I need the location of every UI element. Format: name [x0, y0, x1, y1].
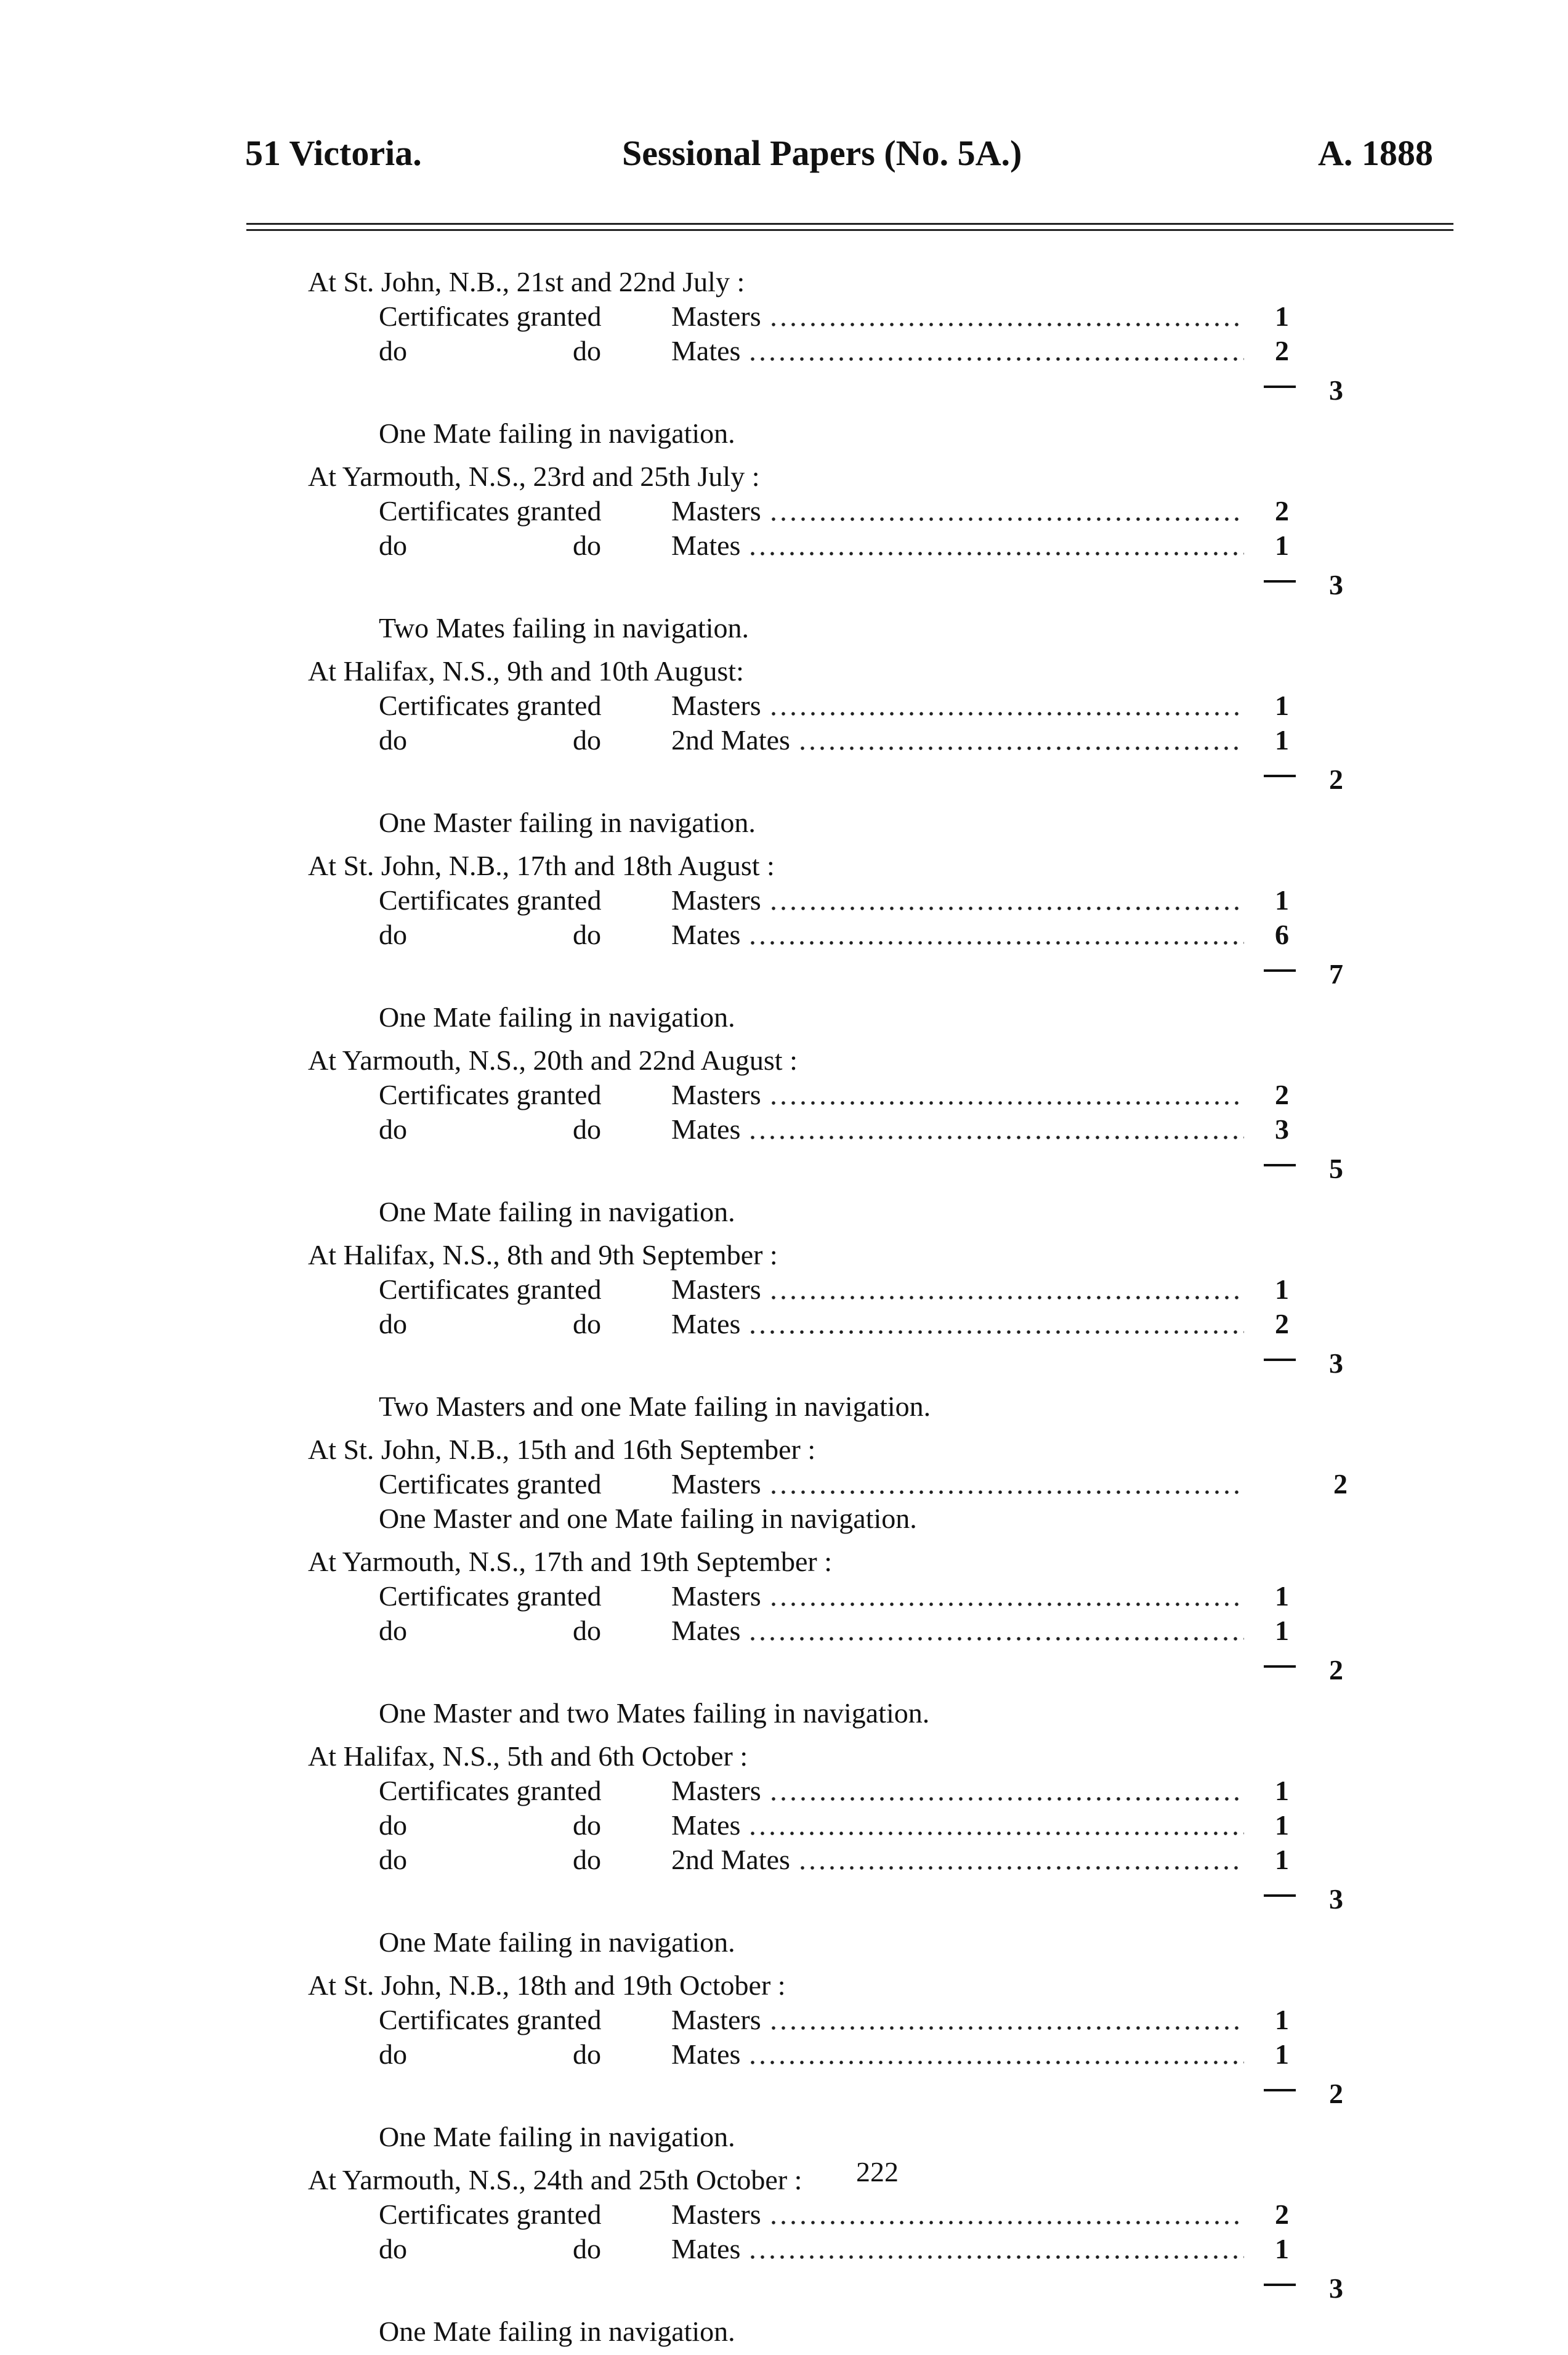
section-total: 7 — [1329, 958, 1343, 990]
subtotal-rule — [1264, 1164, 1296, 1166]
section-heading: At Yarmouth, N.S., 24th and 25th October : — [308, 2164, 802, 2195]
row-rank: Masters — [671, 2004, 761, 2035]
dot-leader — [769, 905, 1244, 911]
row-count: 2 — [1275, 1308, 1289, 1339]
row-qualifier: do — [379, 2038, 407, 2070]
section-heading: At Yarmouth, N.S., 23rd and 25th July : — [308, 461, 760, 492]
row-rank: Mates — [671, 1809, 741, 1841]
subtotal-rule — [1264, 1359, 1296, 1361]
section-total: 2 — [1329, 1654, 1343, 1686]
row-ditto: do — [573, 1809, 601, 1841]
row-qualifier: do — [379, 335, 407, 366]
dot-leader — [798, 745, 1244, 751]
section-total: 3 — [1329, 1883, 1343, 1915]
row-count: 2 — [1275, 2199, 1289, 2230]
dot-leader — [769, 711, 1244, 717]
row-rank: Mates — [671, 919, 741, 950]
row-ditto: do — [573, 2038, 601, 2070]
section-total: 2 — [1329, 2078, 1343, 2109]
row-count: 1 — [1275, 1844, 1289, 1875]
dot-leader — [748, 356, 1244, 362]
subtotal-rule — [1264, 386, 1296, 388]
row-rank: Masters — [671, 1274, 761, 1305]
row-qualifier: Certificates granted — [379, 884, 602, 916]
row-qualifier: do — [379, 919, 407, 950]
dot-leader — [769, 1100, 1244, 1106]
row-ditto: do — [573, 1308, 601, 1339]
row-qualifier: Certificates granted — [379, 1274, 602, 1305]
row-count: 6 — [1275, 919, 1289, 950]
dot-leader — [798, 1865, 1244, 1871]
section-heading: At St. John, N.B., 21st and 22nd July : — [308, 266, 745, 297]
row-qualifier: Certificates granted — [379, 690, 602, 721]
section-note: One Master failing in navigation. — [379, 807, 756, 838]
row-rank: Masters — [671, 1468, 761, 1500]
page-number: 222 — [856, 2156, 899, 2187]
row-ditto: do — [573, 2233, 601, 2264]
section-note: One Mate failing in navigation. — [379, 1196, 735, 1227]
section-heading: At Halifax, N.S., 5th and 6th October : — [308, 1740, 748, 1772]
row-qualifier: do — [379, 724, 407, 756]
subtotal-rule — [1264, 775, 1296, 777]
dot-leader — [748, 551, 1244, 557]
section-heading: At St. John, N.B., 15th and 16th September : — [308, 1434, 816, 1465]
section-total: 3 — [1329, 374, 1343, 406]
section-note: One Mate failing in navigation. — [379, 1001, 735, 1033]
row-qualifier: do — [379, 530, 407, 561]
row-count: 2 — [1333, 1468, 1348, 1500]
row-count: 1 — [1275, 1615, 1289, 1646]
section-note: Two Mates failing in navigation. — [379, 612, 750, 644]
row-count: 1 — [1275, 1274, 1289, 1305]
row-rank: 2nd Mates — [671, 1844, 790, 1875]
row-qualifier: Certificates granted — [379, 1580, 602, 1612]
row-qualifier: Certificates granted — [379, 2004, 602, 2035]
row-count: 1 — [1275, 2233, 1289, 2264]
subtotal-rule — [1264, 2284, 1296, 2286]
section-note: One Mate failing in navigation. — [379, 418, 735, 449]
section-total: 3 — [1329, 2272, 1343, 2304]
dot-leader — [769, 1601, 1244, 1607]
section-heading: At Halifax, N.S., 8th and 9th September : — [308, 1239, 778, 1270]
row-count: 1 — [1275, 1775, 1289, 1806]
dot-leader — [748, 1636, 1244, 1642]
dot-leader — [748, 1134, 1244, 1141]
section-total: 3 — [1329, 1347, 1343, 1379]
dot-leader — [769, 516, 1244, 522]
row-qualifier: Certificates granted — [379, 495, 602, 527]
row-qualifier: do — [379, 1809, 407, 1841]
row-rank: Mates — [671, 1113, 741, 1145]
dot-leader — [748, 2254, 1244, 2260]
section-heading: At St. John, N.B., 17th and 18th August : — [308, 850, 775, 881]
subtotal-rule — [1264, 1894, 1296, 1897]
section-heading: At Yarmouth, N.S., 17th and 19th September : — [308, 1546, 832, 1577]
subtotal-rule — [1264, 2089, 1296, 2091]
section-total: 3 — [1329, 569, 1343, 600]
row-qualifier: do — [379, 2233, 407, 2264]
row-ditto: do — [573, 1113, 601, 1145]
section-note: One Mate failing in navigation. — [379, 2121, 735, 2152]
row-ditto: do — [573, 919, 601, 950]
section-note: One Mate failing in navigation. — [379, 1926, 735, 1958]
section-heading: At Yarmouth, N.S., 20th and 22nd August : — [308, 1044, 798, 1076]
subtotal-rule — [1264, 969, 1296, 972]
row-count: 2 — [1275, 335, 1289, 366]
row-qualifier: do — [379, 1308, 407, 1339]
row-count: 1 — [1275, 2004, 1289, 2035]
row-ditto: do — [573, 335, 601, 366]
row-count: 1 — [1275, 530, 1289, 561]
row-qualifier: do — [379, 1615, 407, 1646]
row-rank: Masters — [671, 1079, 761, 1110]
dot-leader — [769, 1295, 1244, 1301]
row-count: 1 — [1275, 1580, 1289, 1612]
row-qualifier: Certificates granted — [379, 1079, 602, 1110]
row-ditto: do — [573, 1615, 601, 1646]
row-rank: Masters — [671, 884, 761, 916]
row-rank: Mates — [671, 2038, 741, 2070]
subtotal-rule — [1264, 580, 1296, 583]
row-count: 1 — [1275, 884, 1289, 916]
dot-leader — [769, 1489, 1244, 1495]
header-left: 51 Victoria. — [245, 133, 422, 173]
section-total: 5 — [1329, 1153, 1343, 1184]
row-count: 1 — [1275, 724, 1289, 756]
dot-leader — [748, 940, 1244, 946]
row-ditto: do — [573, 530, 601, 561]
row-qualifier: do — [379, 1844, 407, 1875]
row-count: 2 — [1275, 1079, 1289, 1110]
row-rank: Mates — [671, 1308, 741, 1339]
row-count: 1 — [1275, 1809, 1289, 1841]
row-qualifier: do — [379, 1113, 407, 1145]
row-rank: Masters — [671, 495, 761, 527]
row-qualifier: Certificates granted — [379, 301, 602, 332]
row-rank: Mates — [671, 335, 741, 366]
row-rank: Masters — [671, 1580, 761, 1612]
row-qualifier: Certificates granted — [379, 1468, 602, 1500]
row-rank: Mates — [671, 530, 741, 561]
row-rank: Masters — [671, 1775, 761, 1806]
dot-leader — [748, 2059, 1244, 2066]
header-right: A. 1888 — [1318, 133, 1433, 173]
section-heading: At Halifax, N.S., 9th and 10th August: — [308, 655, 744, 687]
section-total: 2 — [1329, 764, 1343, 795]
dot-leader — [769, 2025, 1244, 2031]
row-rank: Masters — [671, 301, 761, 332]
section-note: Two Masters and one Mate failing in navigation. — [379, 1391, 931, 1422]
subtotal-rule — [1264, 1665, 1296, 1668]
row-ditto: do — [573, 724, 601, 756]
dot-leader — [748, 1830, 1244, 1836]
dot-leader — [769, 321, 1244, 328]
header-rule-top — [246, 223, 1453, 225]
row-rank: Mates — [671, 2233, 741, 2264]
row-count: 1 — [1275, 301, 1289, 332]
header-center: Sessional Papers (No. 5A.) — [622, 133, 1022, 173]
dot-leader — [769, 2220, 1244, 2226]
row-ditto: do — [573, 1844, 601, 1875]
row-qualifier: Certificates granted — [379, 1775, 602, 1806]
row-rank: Masters — [671, 2199, 761, 2230]
section-heading: At St. John, N.B., 18th and 19th October : — [308, 1969, 786, 2001]
section-note: One Mate failing in navigation. — [379, 2316, 735, 2347]
row-rank: Masters — [671, 690, 761, 721]
row-count: 2 — [1275, 495, 1289, 527]
header-rule-bottom — [246, 229, 1453, 231]
row-count: 1 — [1275, 2038, 1289, 2070]
row-qualifier: Certificates granted — [379, 2199, 602, 2230]
dot-leader — [748, 1329, 1244, 1335]
row-count: 3 — [1275, 1113, 1289, 1145]
row-rank: Mates — [671, 1615, 741, 1646]
row-rank: 2nd Mates — [671, 724, 790, 756]
row-count: 1 — [1275, 690, 1289, 721]
dot-leader — [769, 1796, 1244, 1802]
section-note: One Master and two Mates failing in navigation. — [379, 1697, 930, 1729]
section-note: One Master and one Mate failing in navigation. — [379, 1503, 917, 1534]
